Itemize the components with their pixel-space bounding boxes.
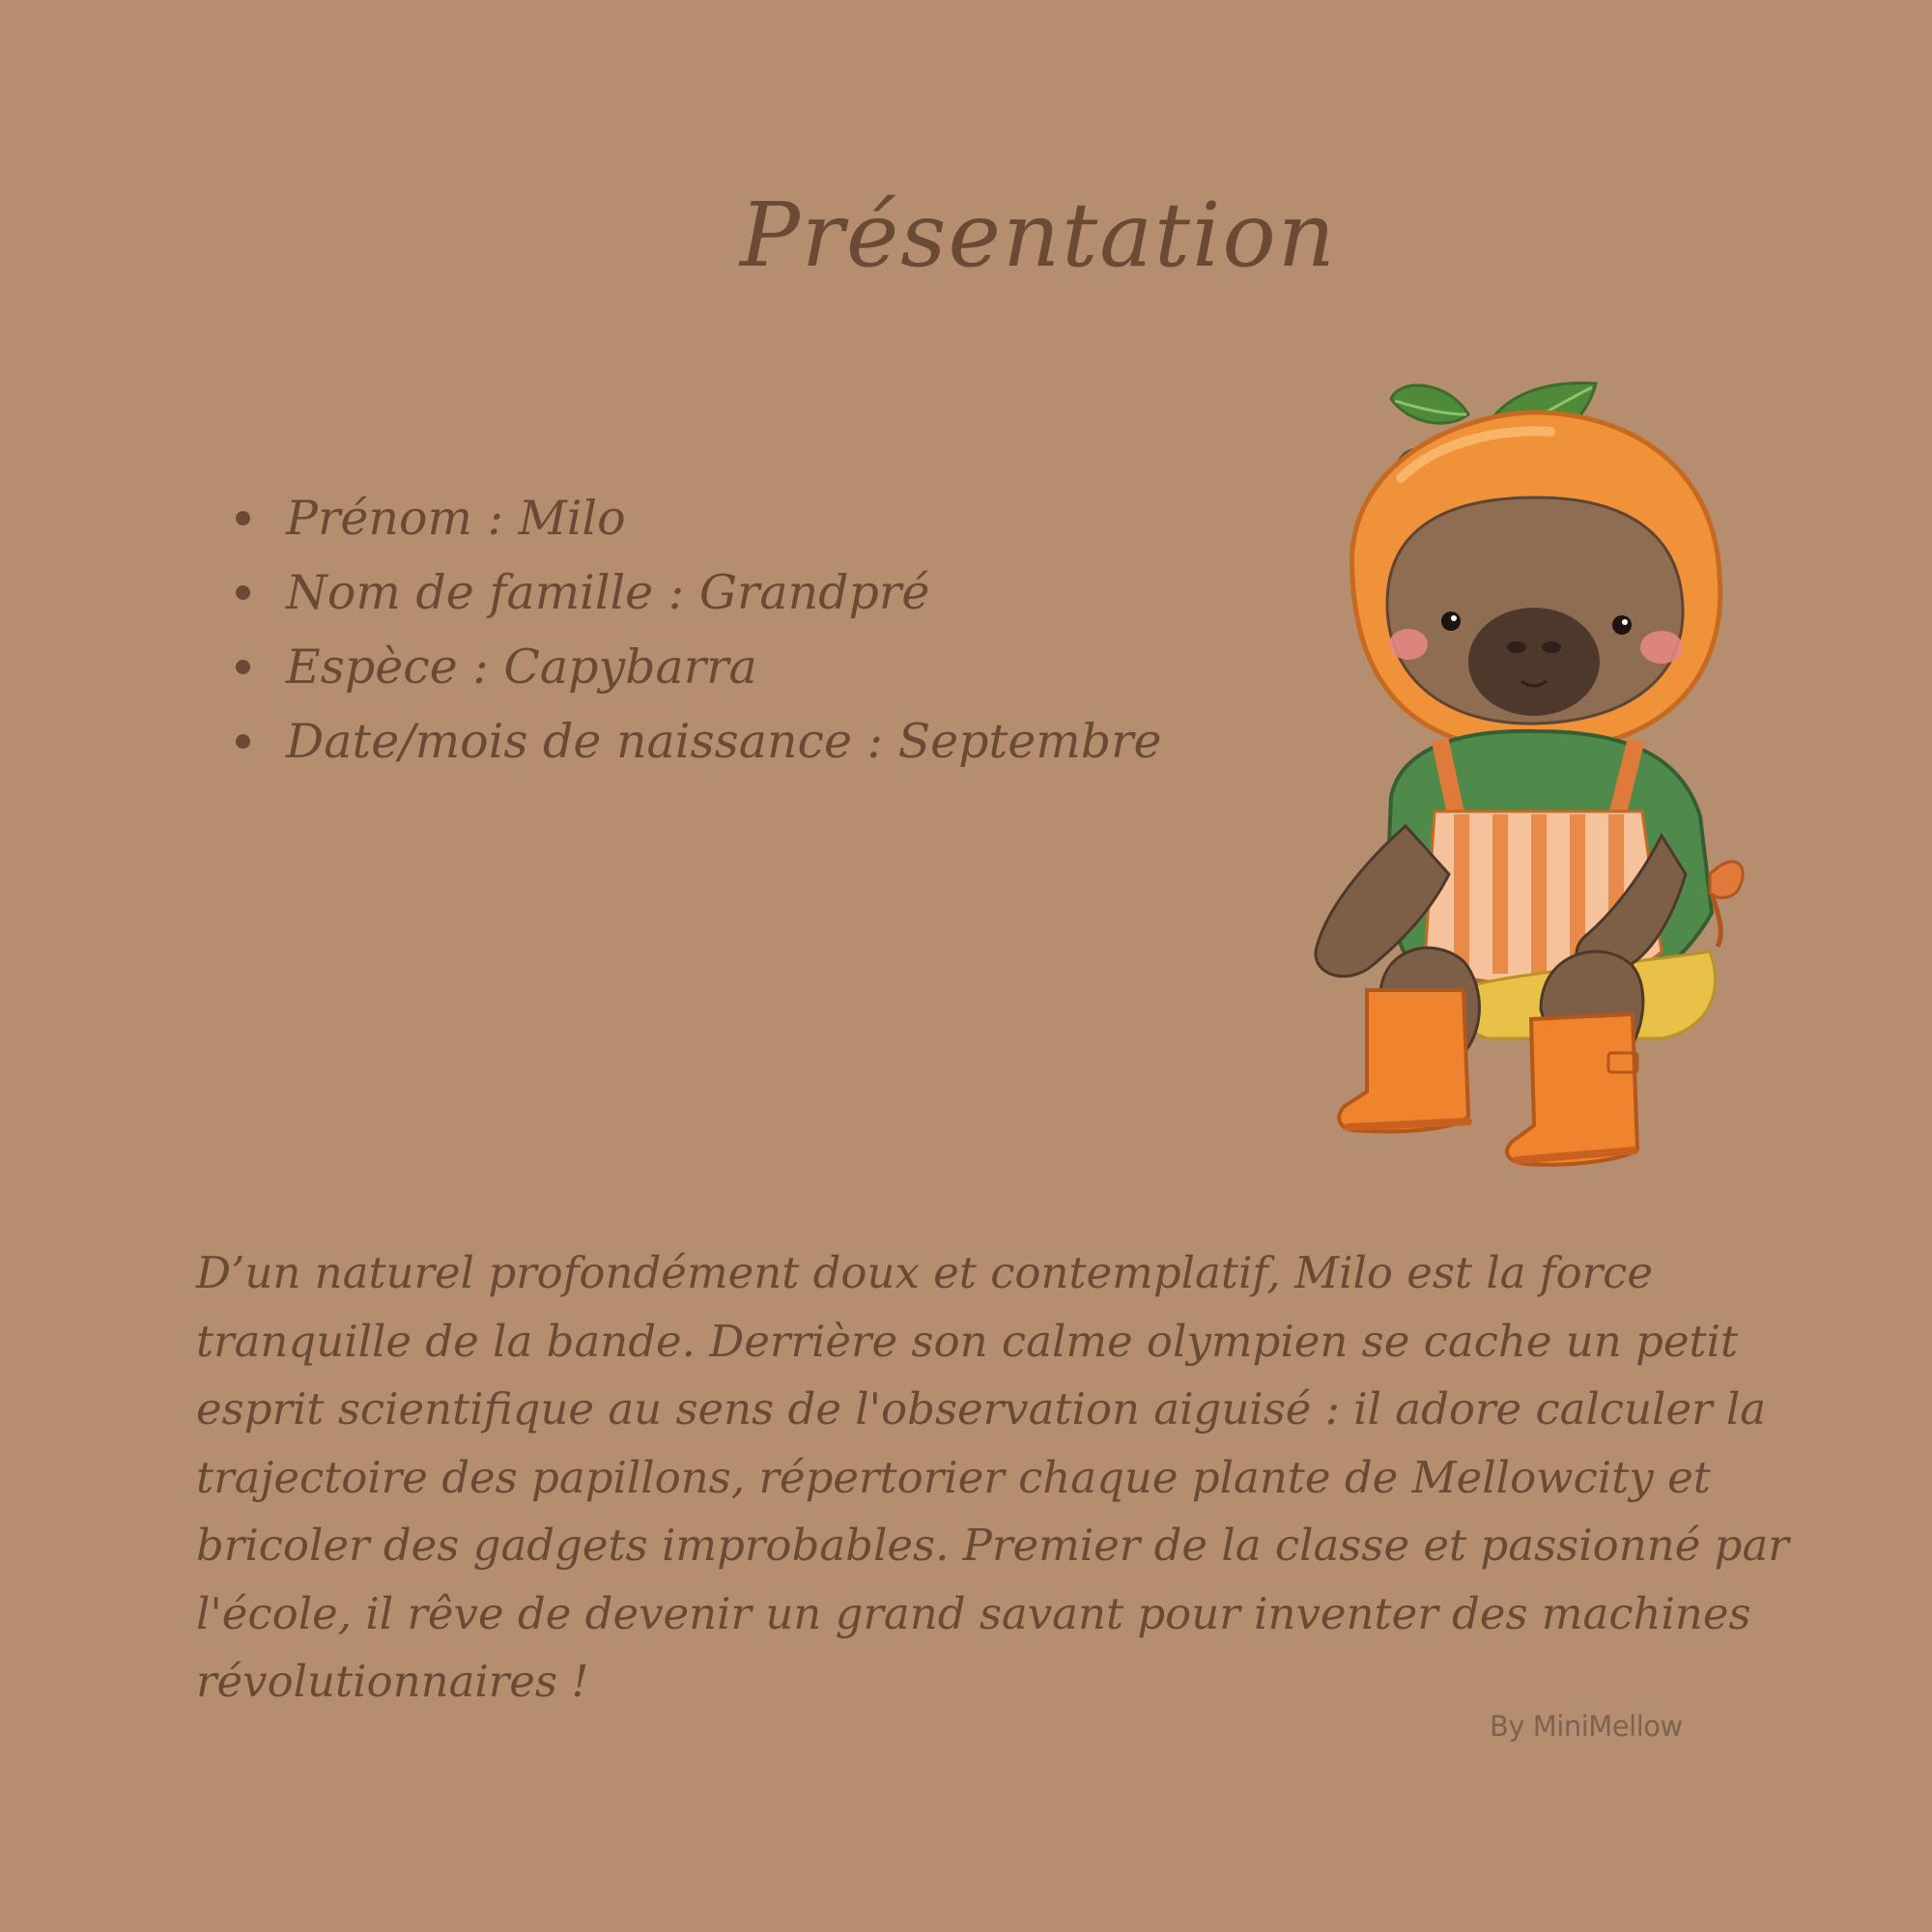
page-title: Présentation	[739, 184, 1338, 287]
author-credit: By MiniMellow	[1490, 1710, 1683, 1743]
bullet-icon	[236, 511, 250, 526]
bullet-icon	[236, 734, 250, 749]
facts-list	[232, 481, 1161, 779]
bullet-icon	[236, 585, 250, 600]
bullet-icon	[236, 660, 250, 674]
fact-species	[232, 630, 1161, 704]
fact-text: Nom de famille : Grandpré	[286, 565, 930, 620]
character-description: D’un naturel profondément doux et contemplatif, Milo est la force tranquille de la bande. Derrière son calme olympien se cache un petit esprit scientifique au sens de l'observation aiguisé : il adore calculer la trajectoire des papillons, répertorier chaque plante de Mellowcity et bricoler des gadgets improbables. Premier de la classe et passionné par l'école, il rêve de devenir un grand savant pour inventer des machines révolutionnaires !	[196, 1247, 1789, 1707]
fact-text: Espèce : Capybarra	[286, 639, 757, 695]
fact-text: Date/mois de naissance : Septembre	[286, 714, 1162, 769]
fact-text: Prénom : Milo	[286, 491, 626, 546]
fact-birth-month	[232, 704, 1161, 779]
fact-last-name	[232, 555, 1161, 630]
capybara-illustration-icon	[1294, 372, 1777, 1183]
fact-first-name	[232, 481, 1161, 555]
